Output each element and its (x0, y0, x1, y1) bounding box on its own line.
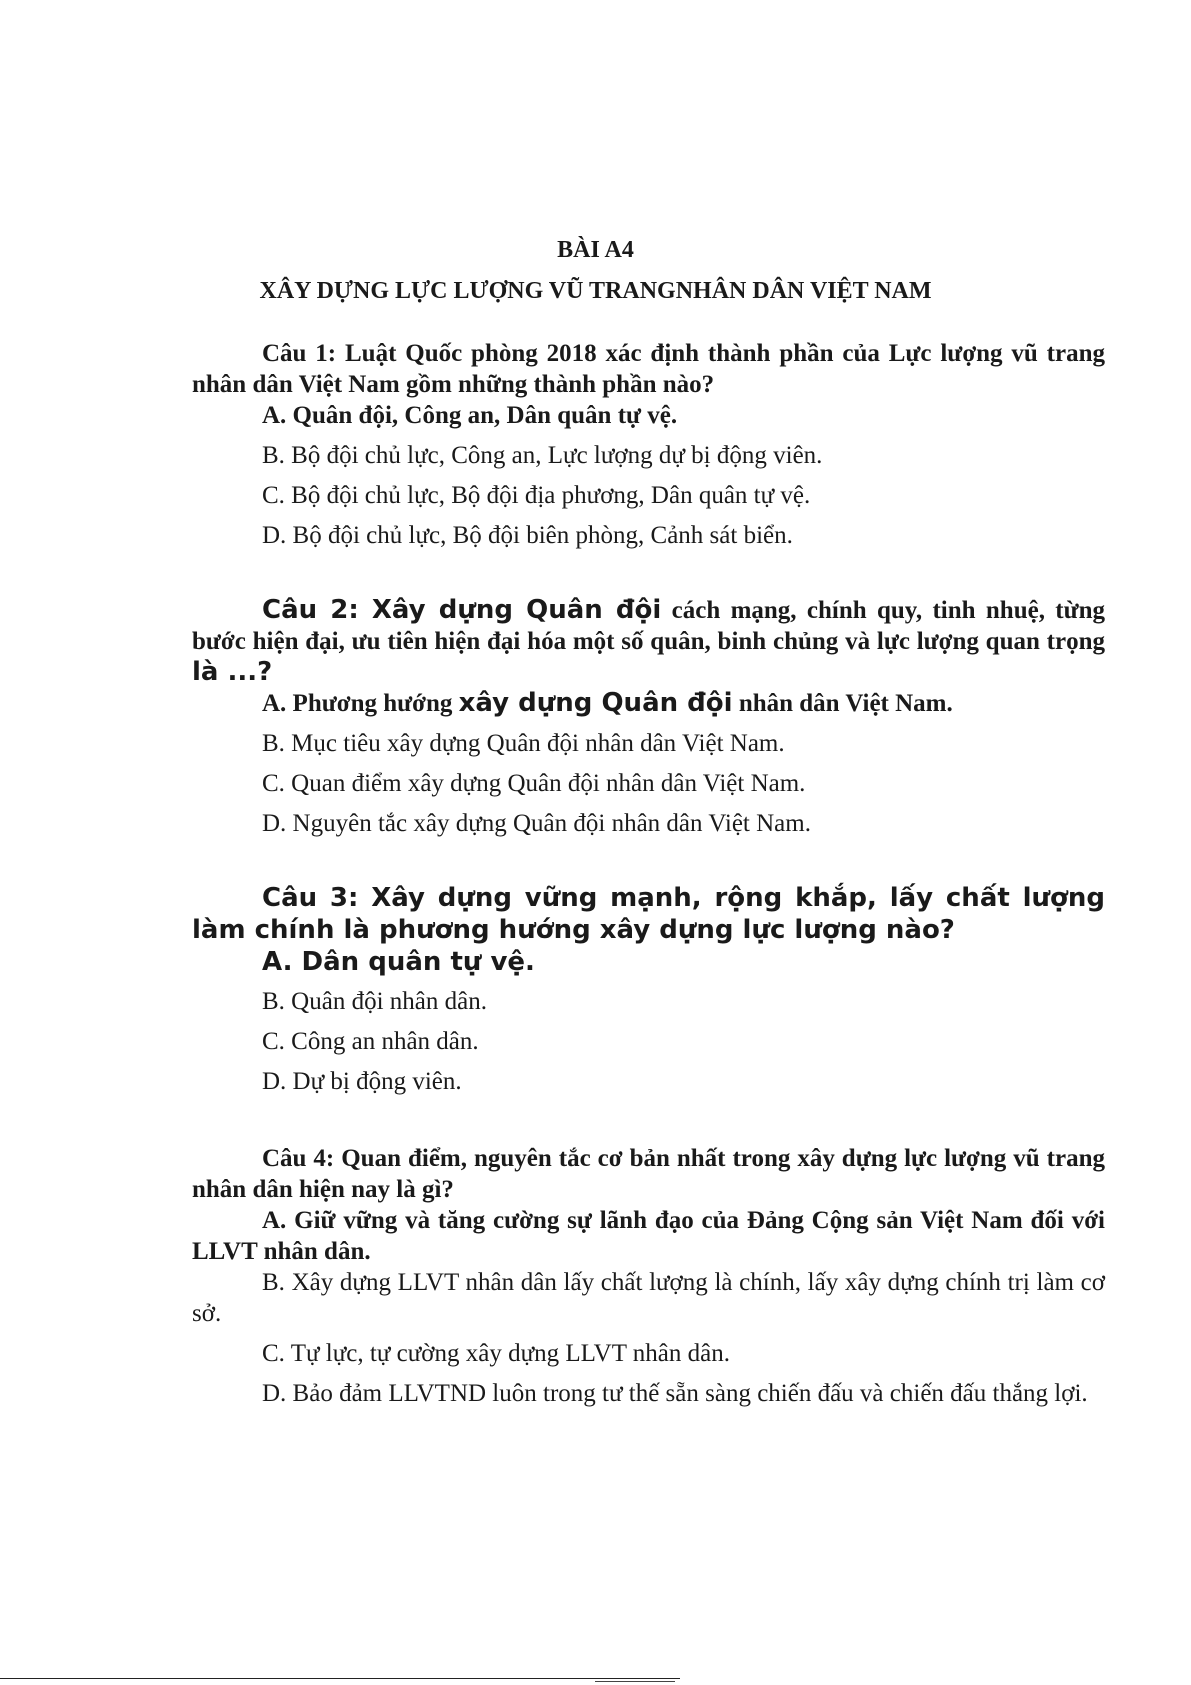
question-2-option-a-part1: A. Phương hướng (262, 690, 459, 717)
question-1-option-a: A. Quân đội, Công an, Dân quân tự vệ. (262, 402, 678, 429)
question-2-text (192, 595, 1105, 688)
question-3-option-b: B. Quân đội nhân dân. (262, 988, 487, 1015)
question-4-option-d: D. Bảo đảm LLVTND luôn trong tư thế sẵn sàng chiến đấu và chiến đấu thắng lợi. (262, 1380, 1088, 1407)
question-2-option-b: B. Mục tiêu xây dựng Quân đội nhân dân Việt Nam. (262, 730, 785, 757)
footer-rule-secondary (595, 1681, 675, 1682)
question-4-option-c: C. Tự lực, tự cường xây dựng LLVT nhân dân. (262, 1340, 730, 1367)
lesson-heading: XÂY DỰNG LỰC LƯỢNG VŨ TRANGNHÂN DÂN VIỆT NAM (259, 278, 932, 304)
question-1 (192, 338, 1105, 551)
question-4-option-a: A. Giữ vững và tăng cường sự lãnh đạo của Đảng Cộng sản Việt Nam đối với LLVT nhân dân. (192, 1207, 1105, 1265)
question-1-option-b: B. Bộ đội chủ lực, Công an, Lực lượng dự bị động viên. (262, 442, 823, 469)
lesson-title: BÀI A4 (557, 237, 634, 263)
question-2 (192, 595, 1105, 839)
question-2-option-c: C. Quan điểm xây dựng Quân đội nhân dân Việt Nam. (262, 770, 806, 797)
question-3 (192, 882, 1105, 1097)
question-1-option-c: C. Bộ đội chủ lực, Bộ đội địa phương, Dân quân tự vệ. (262, 482, 811, 509)
question-2-label-part2: cách mạng, chính quy, tinh nhuệ, từng bước hiện đại, ưu tiên hiện đại hóa một số quân, binh chủng và lực lượng quan trọng (192, 597, 1106, 655)
question-3-option-a: A. Dân quân tự vệ. (262, 947, 535, 977)
question-4-text: Câu 4: Quan điểm, nguyên tắc cơ bản nhất trong xây dựng lực lượng vũ trang nhân dân hiện nay là gì? (192, 1145, 1105, 1203)
question-2-option-a (192, 688, 1105, 719)
question-2-label-part1: Câu 2: Xây dựng Quân đội (262, 595, 662, 625)
question-1-option-d: D. Bộ đội chủ lực, Bộ đội biên phòng, Cảnh sát biển. (262, 522, 793, 549)
question-1-text: Câu 1: Luật Quốc phòng 2018 xác định thành phần của Lực lượng vũ trang nhân dân Việt Nam gồm những thành phần nào? (192, 340, 1105, 398)
question-3-option-d: D. Dự bị động viên. (262, 1068, 462, 1095)
question-4-option-b: B. Xây dựng LLVT nhân dân lấy chất lượng là chính, lấy xây dựng chính trị làm cơ sở. (192, 1269, 1105, 1327)
question-2-option-d: D. Nguyên tắc xây dựng Quân đội nhân dân Việt Nam. (262, 810, 811, 837)
question-2-option-a-part2: xây dựng Quân đội (458, 688, 733, 718)
question-2-label-part3: là ...? (192, 657, 273, 687)
question-4 (192, 1143, 1105, 1409)
question-3-text: Câu 3: Xây dựng vững mạnh, rộng khắp, lấy chất lượng làm chính là phương hướng xây dựng lực lượng nào? (192, 883, 1105, 945)
question-3-option-c: C. Công an nhân dân. (262, 1028, 479, 1055)
question-2-option-a-part3: nhân dân Việt Nam. (732, 690, 953, 717)
footer-rule (0, 1678, 680, 1679)
